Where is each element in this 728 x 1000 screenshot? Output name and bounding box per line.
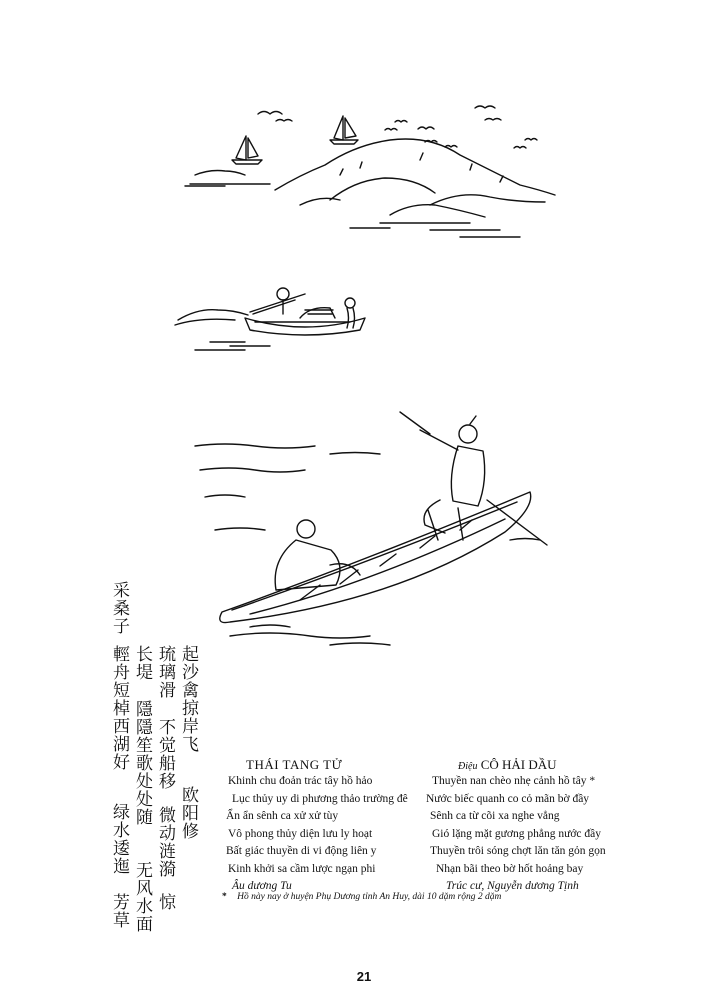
poem-line: Sênh ca từ cõi xa nghe vẳng	[430, 810, 560, 822]
mountain-range	[275, 139, 555, 195]
bird-icon	[258, 112, 282, 115]
author-right: Trúc cư, Nguyễn dương Tịnh	[446, 880, 579, 892]
poem-left	[226, 773, 408, 896]
chinese-column: 起沙禽掠岸飞	[178, 645, 198, 753]
chinese-column: 采桑子	[109, 581, 129, 635]
poem-line: Khinh chu đoản trác tây hồ hảo	[228, 775, 373, 787]
poem-line: Nước biếc quanh co cỏ mãn bờ đầy	[426, 792, 590, 805]
chinese-column: 芳草	[109, 893, 129, 929]
title-right	[458, 757, 557, 773]
bird-icon	[445, 146, 457, 148]
chinese-column: 琉璃滑	[155, 645, 175, 699]
poem-line: Ẩn ẩn sênh ca xử xử tùy	[226, 810, 339, 822]
poem-line: Nhạn bãi theo bờ hốt hoảng bay	[436, 862, 584, 875]
footnote	[222, 892, 501, 902]
footnote-text: Hồ này nay ở huyện Phụ Dương tỉnh An Huy, dài 10 dặm rộng 2 dặm	[237, 892, 502, 902]
small-boat	[245, 288, 365, 335]
bird-icon	[514, 147, 526, 149]
poem-right	[426, 773, 606, 896]
chinese-column: 无风水面	[132, 861, 152, 933]
title-right-name: CÔ HẢI DẦU	[480, 757, 557, 772]
bird-icon	[385, 129, 397, 131]
chinese-column: 微动涟漪	[155, 806, 175, 878]
sailboat-icon	[330, 116, 358, 144]
poem-line: Thuyền nan chèo nhẹ cảnh hồ tây *	[432, 775, 596, 787]
title-left: THÁI TANG TỬ	[246, 757, 343, 772]
bird-icon	[525, 139, 537, 141]
poem-line: Vô phong thủy diện lưu ly hoạt	[228, 827, 373, 840]
title-right-prefix: Điệu	[458, 761, 478, 772]
poem-line: Lục thủy uy di phương thảo trường đê	[232, 792, 408, 805]
chinese-column: 长堤	[132, 645, 152, 681]
chinese-column: 不觉船移	[155, 718, 175, 790]
bird-icon	[276, 120, 292, 122]
bird-icon	[395, 121, 407, 123]
chinese-column: 隱隱笙歌处处随	[132, 700, 152, 826]
poem-line: Thuyền trôi sóng chợt lăn tăn gỏn gọn	[430, 845, 606, 857]
poem-line: Kinh khởi sa cầm lược ngạn phi	[228, 862, 376, 875]
poem-line: Bất giác thuyền di vi động liên y	[226, 845, 377, 857]
chinese-column: 輕舟短棹西湖好	[109, 645, 129, 771]
poem-line: Gió lặng mặt gương phẳng nước đầy	[432, 827, 601, 840]
author-left: Âu dương Tu	[232, 880, 292, 892]
page-number: 21	[356, 969, 372, 984]
bird-icon	[418, 127, 434, 129]
sailboat-icon	[232, 136, 262, 164]
bird-icon	[475, 106, 495, 108]
chinese-column: 绿水逶迤	[109, 803, 129, 875]
chinese-column: 惊	[155, 893, 175, 911]
bird-icon	[485, 119, 501, 121]
chinese-column: 欧阳修	[178, 786, 198, 840]
footnote-mark: *	[222, 892, 227, 902]
large-boat	[220, 412, 547, 623]
